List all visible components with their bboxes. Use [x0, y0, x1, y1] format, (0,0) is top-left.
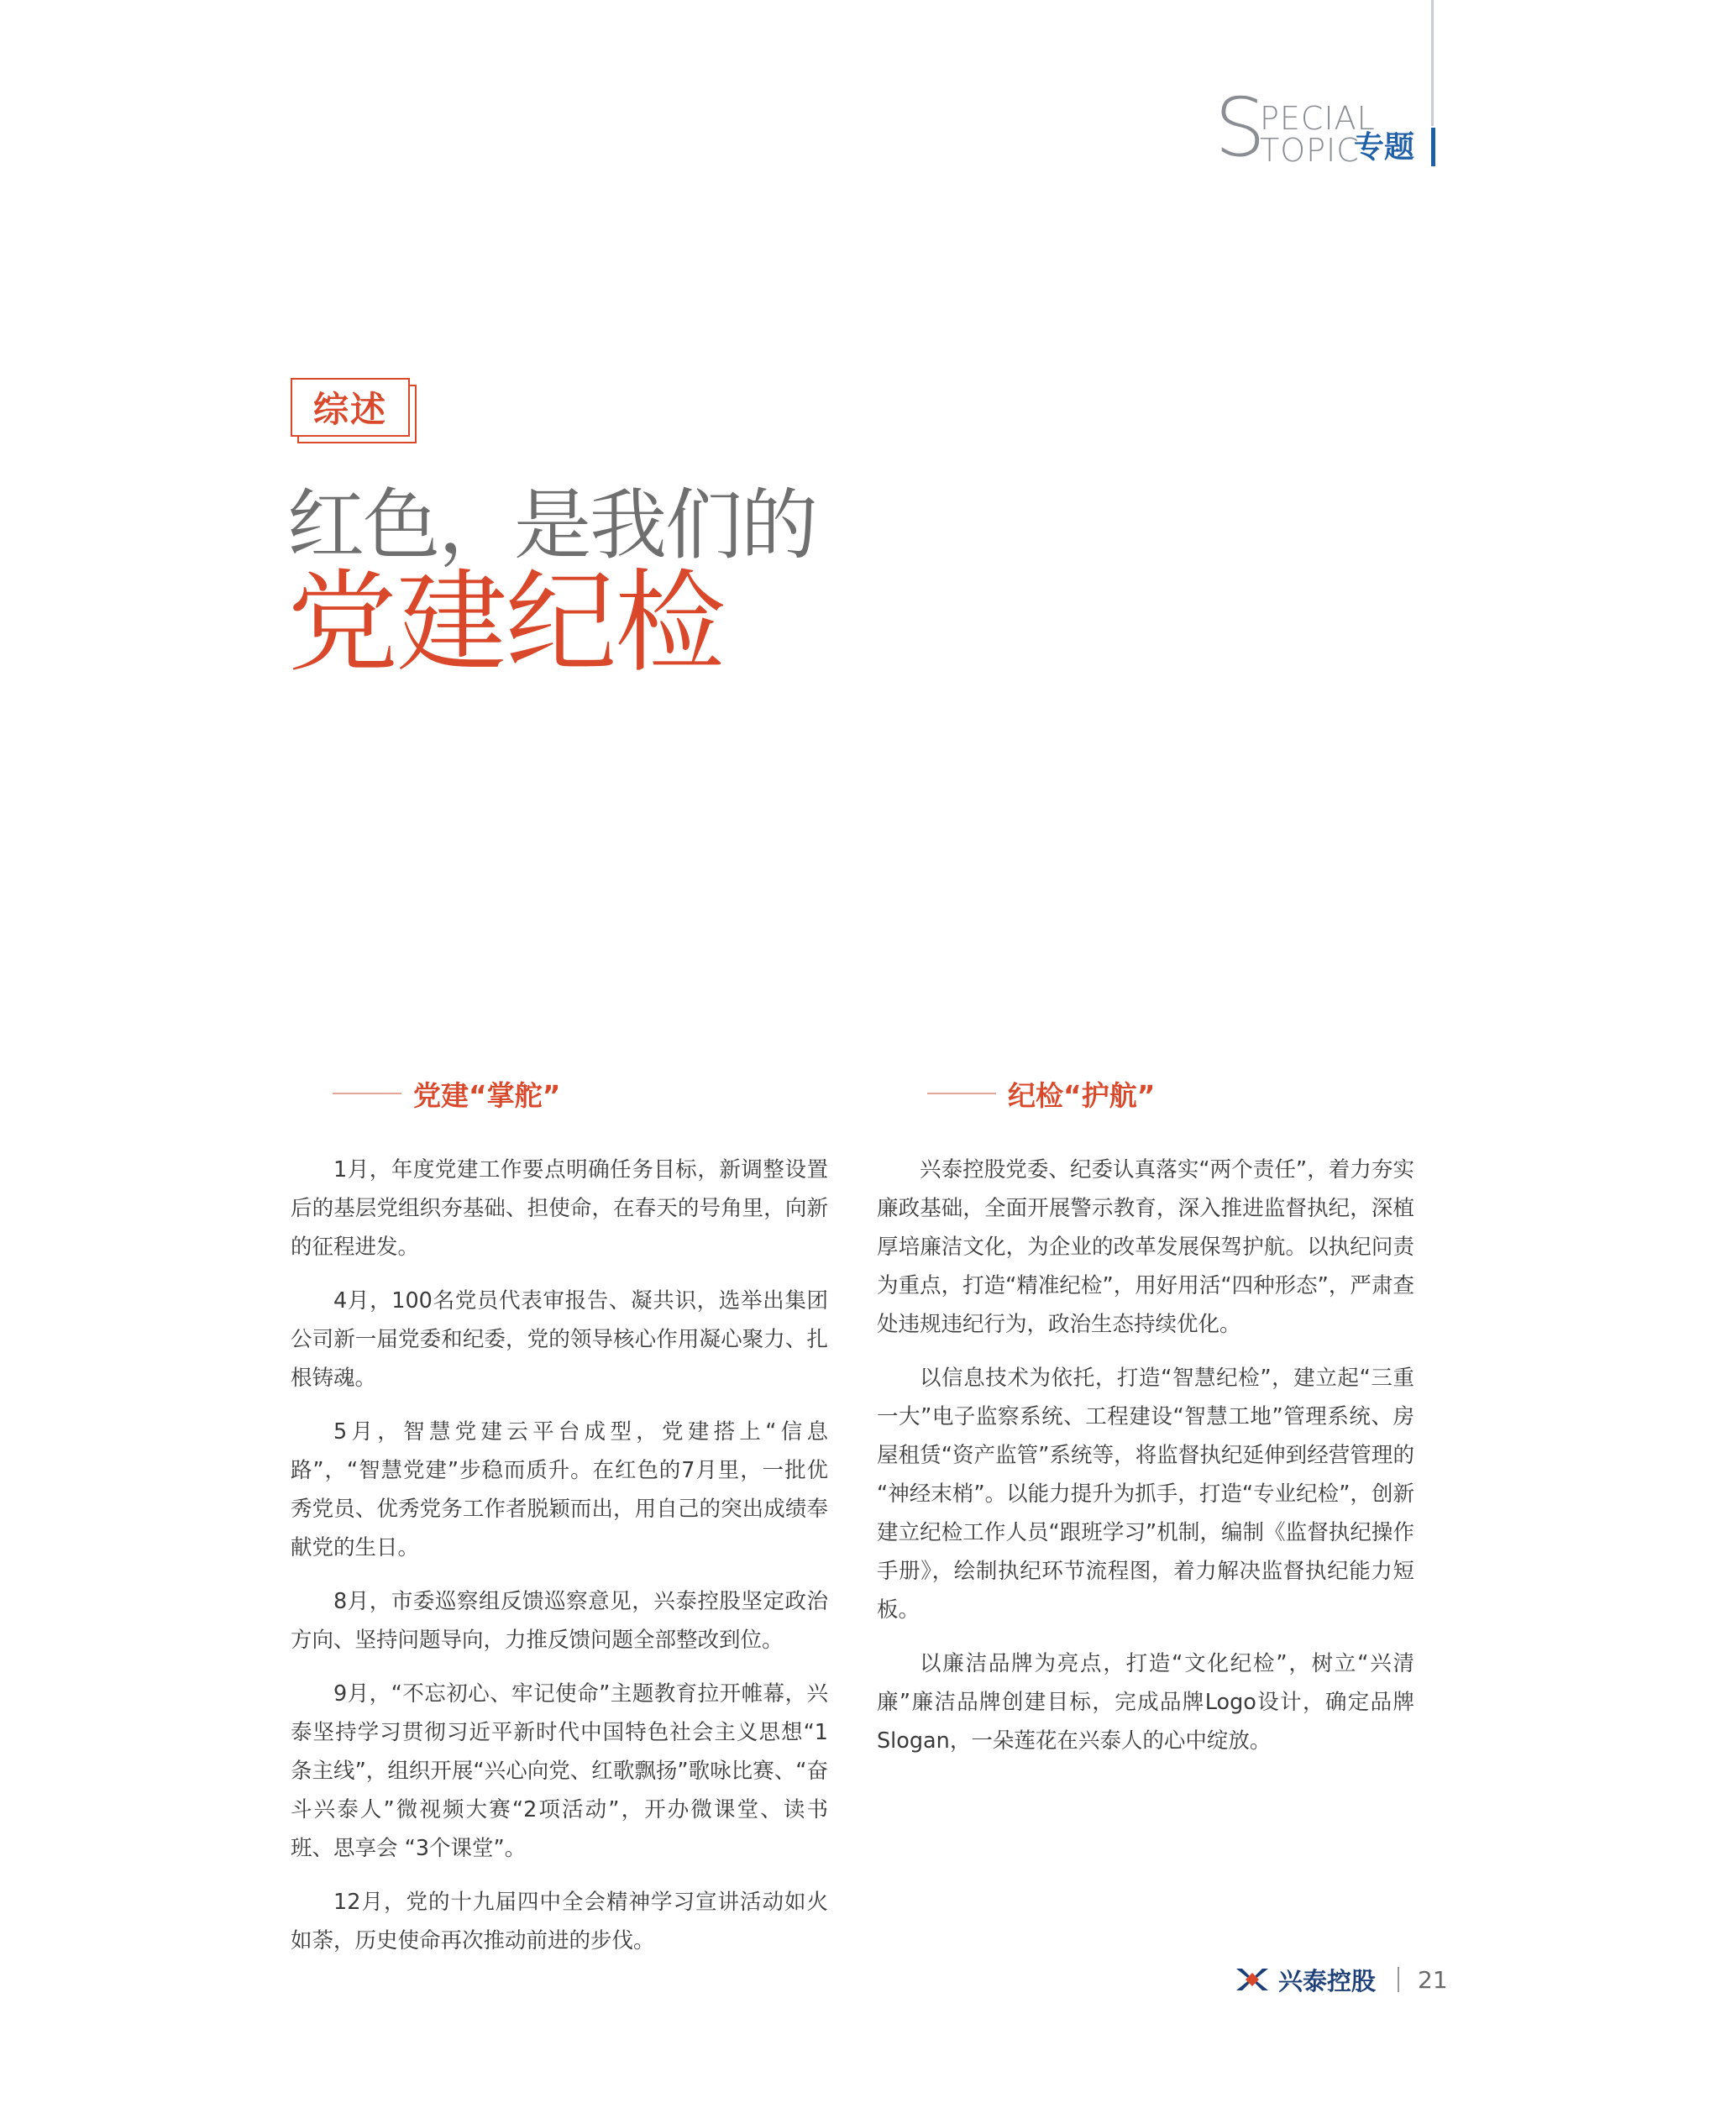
- paragraph: 以廉洁品牌为亮点，打造“文化纪检”，树立“兴清廉”廉洁品牌创建目标，完成品牌Logo设计，确定品牌Slogan，一朵莲花在兴泰人的心中绽放。: [877, 1651, 1414, 1754]
- left-section-heading: [291, 1068, 828, 1119]
- left-column: [291, 1068, 828, 1975]
- section-label-zh: 专题: [1354, 130, 1415, 165]
- paragraph: 5月，智慧党建云平台成型，党建搭上“信息路”，“智慧党建”步稳而质升。在红色的7月里，一批优秀党员、优秀党务工作者脱颖而出，用自己的突出成绩奉献党的生日。: [291, 1419, 828, 1560]
- headline-line2: 党建纪检: [287, 558, 724, 688]
- heading-rule: [927, 1093, 996, 1094]
- paragraph: 兴泰控股党委、纪委认真落实“两个责任”，着力夯实廉政基础，全面开展警示教育，深入推进监督执纪，深植厚培廉洁文化，为企业的改革发展保驾护航。以执纪问责为重点，打造“精准纪检”，用好用活“四种形态”，严肃查处违规违纪行为，政治生态持续优化。: [877, 1157, 1414, 1337]
- header-accent-bar: [1431, 128, 1435, 166]
- header-vertical-rule: [1431, 0, 1434, 126]
- paragraph: 8月，市委巡察组反馈巡察意见，兴泰控股坚定政治方向、坚持问题导向，力推反馈问题全部整改到位。: [291, 1589, 828, 1653]
- paragraph: 4月，100名党员代表审报告、凝共识，选举出集团公司新一届党委和纪委，党的领导核心作用凝心聚力、扎根铸魂。: [291, 1288, 828, 1391]
- footer-divider: [1398, 1967, 1399, 1992]
- special-word: PECIAL: [1260, 100, 1376, 137]
- special-big-letter: S: [1214, 81, 1266, 175]
- xingtai-logo-icon: [1233, 1965, 1272, 1994]
- topic-word: TOPIC: [1260, 132, 1360, 169]
- paragraph: 12月，党的十九届四中全会精神学习宣讲活动如火如荼，历史使命再次推动前进的步伐。: [291, 1890, 828, 1953]
- headline-line1: 红色，是我们的: [287, 480, 817, 570]
- special-topic-label: [1214, 81, 1424, 175]
- overview-tag: [291, 378, 418, 445]
- right-section-heading: [877, 1068, 1414, 1119]
- brand-name: 兴泰控股: [1278, 1966, 1377, 1995]
- left-section-title: 党建“掌舵”: [413, 1078, 561, 1112]
- page-footer: [1233, 1959, 1451, 2001]
- heading-rule: [333, 1093, 401, 1094]
- paragraph: 以信息技术为依托，打造“智慧纪检”，建立起“三重一大”电子监察系统、工程建设“智慧工地”管理系统、房屋租赁“资产监管”系统等，将监督执纪延伸到经营管理的 “神经末梢”。以能力提升为抓手，打造“专业纪检”，创新建立纪检工作人员“跟班学习”机制，编制《监督执纪操作手册》，绘制执纪环节流程图，着力解决监督执纪能力短板。: [877, 1366, 1414, 1623]
- page-number: 21: [1418, 1965, 1448, 1994]
- right-column: [877, 1068, 1414, 1775]
- tag-label: 综述: [291, 378, 410, 437]
- paragraph: 9月，“不忘初心、牢记使命”主题教育拉开帷幕，兴泰坚持学习贯彻习近平新时代中国特色社会主义思想“1条主线”，组织开展“兴心向党、红歌飘扬”歌咏比赛、“奋斗兴泰人”微视频大赛“2项活动”，开办微课堂、读书班、思享会 “3个课堂”。: [291, 1681, 828, 1861]
- right-section-title: 纪检“护航”: [1008, 1078, 1156, 1112]
- paragraph: 1月，年度党建工作要点明确任务目标，新调整设置后的基层党组织夯基础、担使命，在春天的号角里，向新的征程进发。: [291, 1157, 828, 1260]
